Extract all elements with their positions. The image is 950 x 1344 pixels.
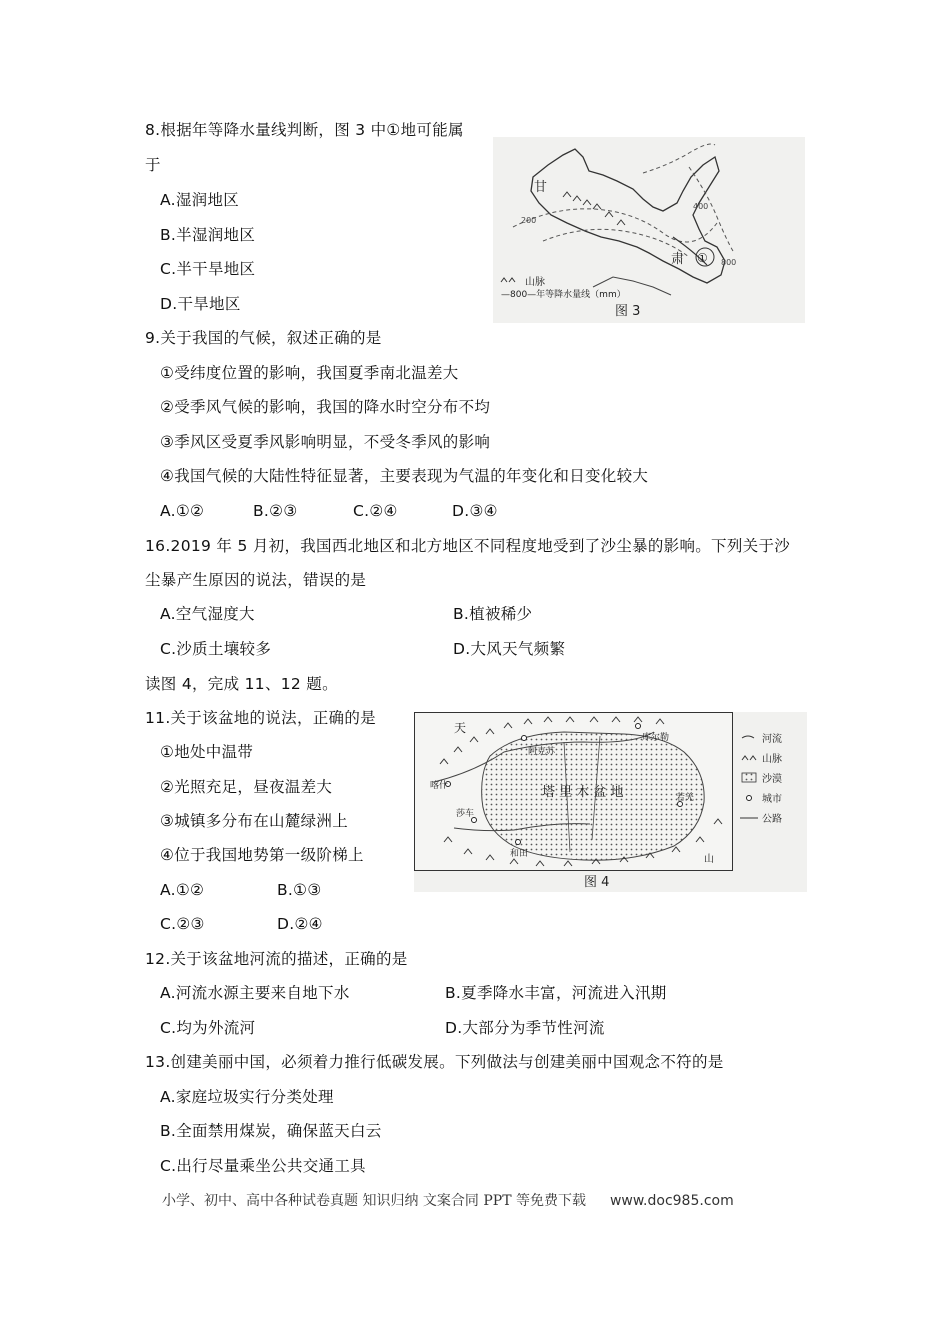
q8-option-d: D.干旱地区 [160, 295, 241, 313]
fig3-legend-isohyet: —800—年等降水量线（mm） [501, 290, 626, 300]
fig4-city-korla: 库尔勒 [642, 733, 670, 743]
q13-option-b: B.全面禁用煤炭，确保蓝天白云 [160, 1122, 382, 1140]
q8-option-a: A.湿润地区 [160, 191, 240, 209]
fig4-city-kashgar: 喀什 [430, 781, 449, 791]
footer-text: 小学、初中、高中各种试卷真题 知识归纳 文案合同 PPT 等免费下载 [162, 1193, 586, 1209]
q8-option-b: B.半湿润地区 [160, 226, 256, 244]
q9-option-a: A.①② [160, 502, 205, 520]
fig4-legend-desert: 沙漠 [762, 774, 782, 785]
q12-option-d: D.大部分为季节性河流 [445, 1019, 605, 1037]
fig4-city-hotan: 和田 [510, 849, 529, 859]
fig4-caption: 图 4 [584, 875, 610, 890]
q11-statement-3: ③城镇多分布在山麓绿洲上 [160, 812, 348, 830]
fig3-isohyet-800: 800 [721, 258, 737, 267]
q12-option-c: C.均为外流河 [160, 1019, 256, 1037]
q11-option-d: D.②④ [277, 915, 323, 933]
q13-stem: 13.创建美丽中国，必须着力推行低碳发展。下列做法与创建美丽中国观念不符的是 [145, 1053, 724, 1071]
q8-stem-cont: 于 [145, 156, 161, 174]
q16-option-d: D.大风天气频繁 [453, 640, 566, 658]
q16-stem-cont: 尘暴产生原因的说法，错误的是 [145, 571, 367, 589]
q9-statement-4: ④我国气候的大陆性特征显著，主要表现为气温的年变化和日变化较大 [160, 467, 649, 485]
fig4-basin-label: 塔 里 木 盆 地 [542, 785, 624, 800]
q16-option-a: A.空气湿度大 [160, 605, 255, 623]
fig3-label-gan: 甘 [534, 180, 548, 195]
footer-url[interactable]: www.doc985.com [609, 1193, 734, 1209]
fig4-legend-river: 河流 [762, 734, 782, 745]
q9-option-b: B.②③ [253, 502, 298, 520]
fig4-city-aksu: 阿克苏 [528, 747, 556, 757]
q13-option-c: C.出行尽量乘坐公共交通工具 [160, 1157, 366, 1175]
fig4-city-ruoqiang: 若羌 [676, 793, 695, 803]
fig4-legend-mountain: 山脉 [762, 754, 782, 765]
fig3-legend-mountain: 山脉 [525, 277, 545, 288]
fig4-legend-city: 城市 [762, 794, 782, 805]
q9-option-c: C.②④ [353, 502, 398, 520]
q8-stem: 8.根据年等降水量线判断，图 3 中①地可能属 [145, 121, 464, 139]
q11-option-a: A.①② [160, 881, 205, 899]
q16-option-b: B.植被稀少 [453, 605, 533, 623]
q16-stem: 16.2019 年 5 月初，我国西北地区和北方地区不同程度地受到了沙尘暴的影响。下列关于沙 [145, 537, 791, 555]
fig3-isohyet-200: 200 [521, 216, 537, 225]
figure-3-map [493, 137, 805, 323]
footer [162, 1190, 734, 1210]
q12-option-a: A.河流水源主要来自地下水 [160, 984, 350, 1002]
fig3-isohyet-400: 400 [693, 202, 709, 211]
figure-4-map [414, 712, 807, 892]
read-figure-4-instruction: 读图 4，完成 11、12 题。 [145, 675, 338, 693]
q11-option-b: B.①③ [277, 881, 322, 899]
fig3-label-su: 肃 [671, 252, 685, 267]
q11-statement-1: ①地处中温带 [160, 743, 254, 761]
fig4-city-shache: 莎车 [456, 809, 475, 819]
q12-option-b: B.夏季降水丰富，河流进入汛期 [445, 984, 667, 1002]
q13-option-a: A.家庭垃圾实行分类处理 [160, 1088, 334, 1106]
q9-option-d: D.③④ [452, 502, 498, 520]
q9-statement-3: ③季风区受夏季风影响明显，不受冬季风的影响 [160, 433, 491, 451]
q9-statement-1: ①受纬度位置的影响，我国夏季南北温差大 [160, 364, 459, 382]
q11-option-c: C.②③ [160, 915, 205, 933]
fig4-label-shan: 山 [704, 854, 714, 865]
fig4-legend-road: 公路 [762, 814, 782, 825]
q16-option-c: C.沙质土壤较多 [160, 640, 272, 658]
q11-stem: 11.关于该盆地的说法，正确的是 [145, 709, 376, 727]
q9-statement-2: ②受季风气候的影响，我国的降水时空分布不均 [160, 398, 491, 416]
q12-stem: 12.关于该盆地河流的描述，正确的是 [145, 950, 408, 968]
q11-statement-4: ④位于我国地势第一级阶梯上 [160, 846, 364, 864]
fig3-caption: 图 3 [615, 304, 641, 319]
q11-statement-2: ②光照充足，昼夜温差大 [160, 778, 333, 796]
fig3-label-circle: ① [697, 251, 708, 265]
q9-stem: 9.关于我国的气候，叙述正确的是 [145, 329, 382, 347]
q8-option-c: C.半干旱地区 [160, 260, 256, 278]
fig4-label-tian: 天 [454, 721, 467, 735]
